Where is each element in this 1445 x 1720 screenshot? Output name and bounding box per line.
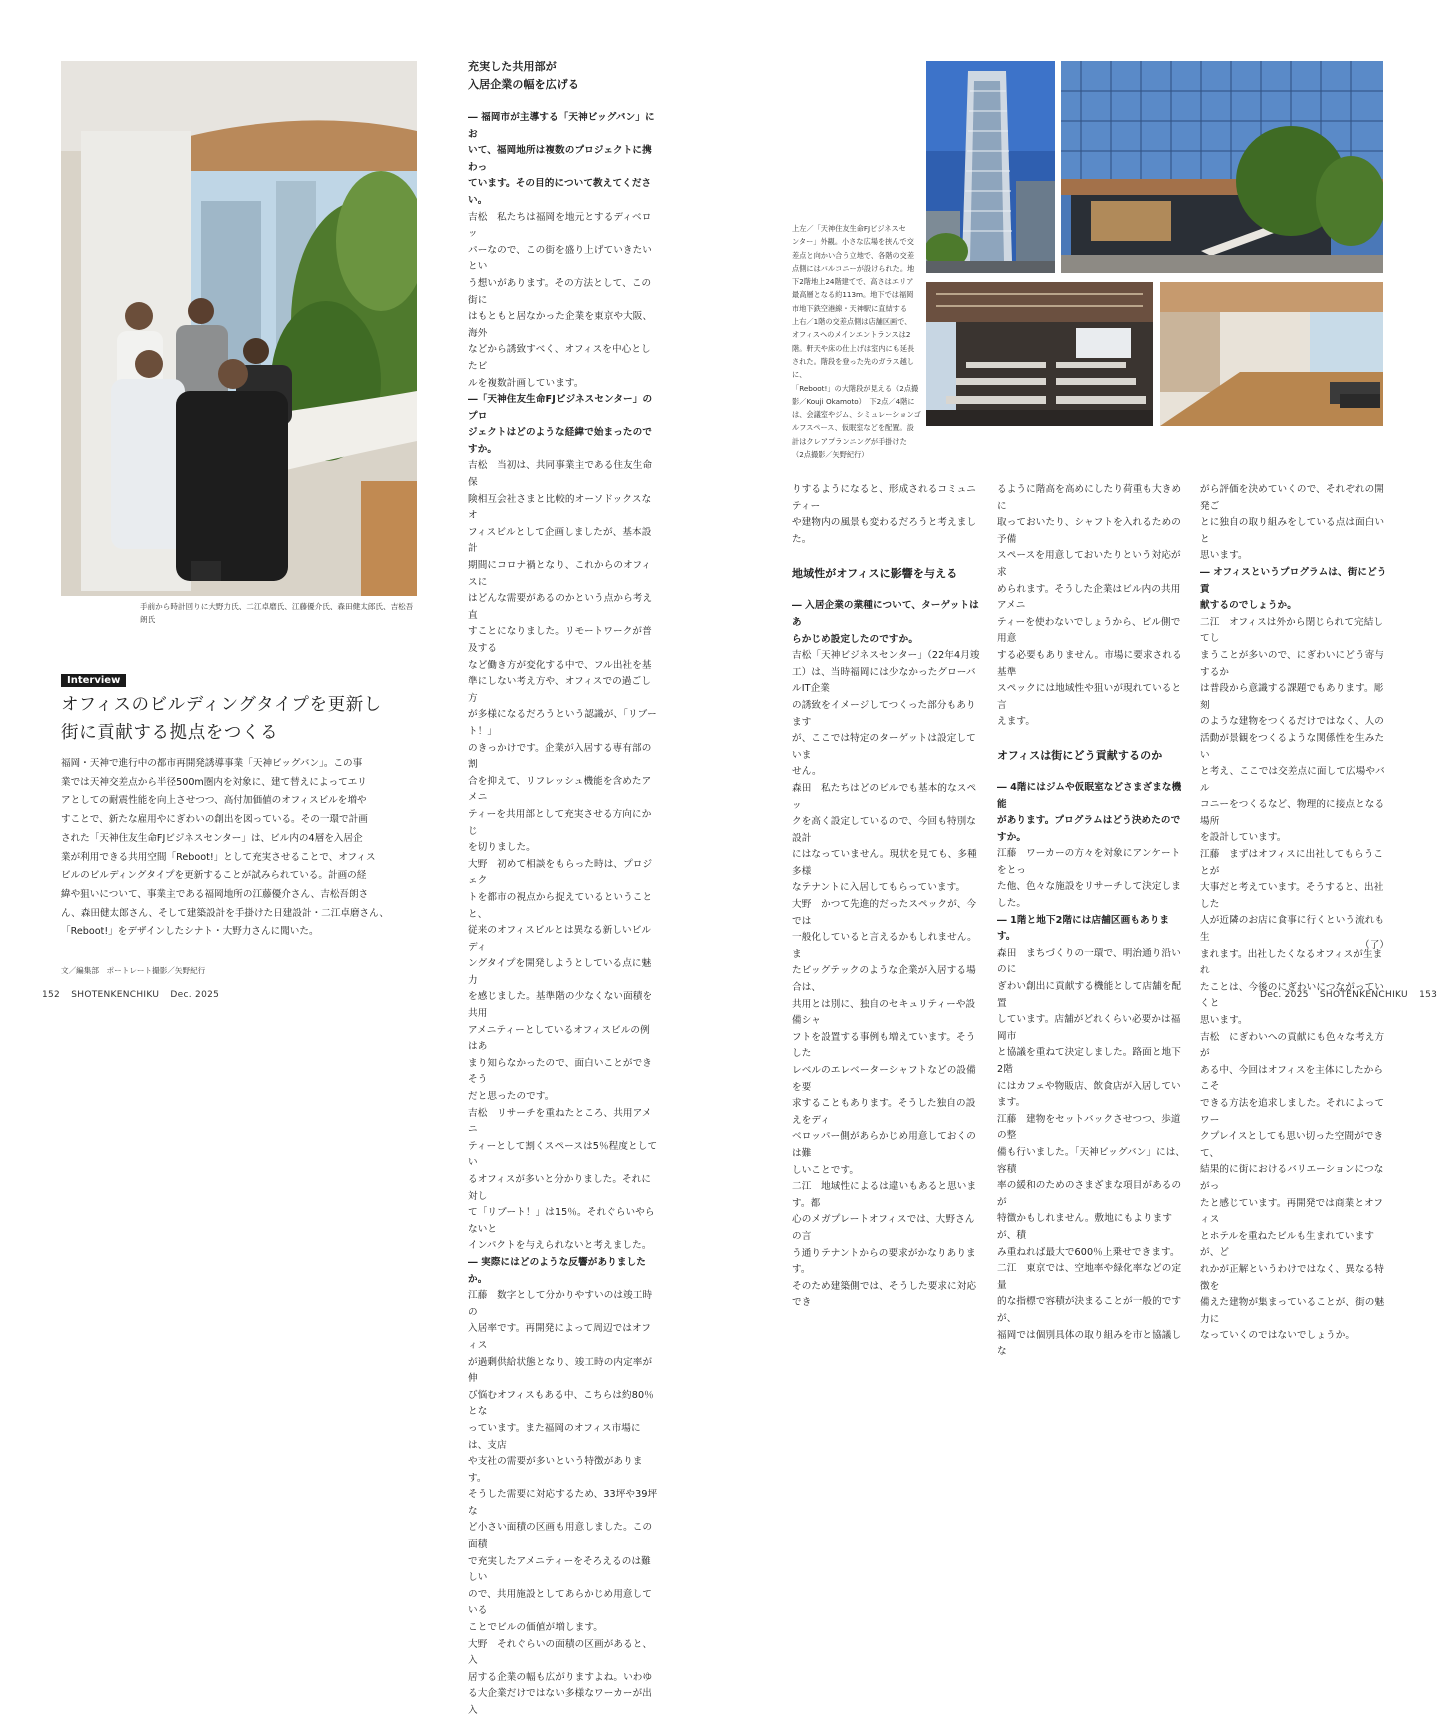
credit-line: 文／編集部 ポートレート撮影／矢野紀行 <box>61 966 206 975</box>
issue-date-right: Dec. 2025 <box>1260 990 1309 1000</box>
answer-eto-2: 江藤 ワーカーの方々を対象にアンケートをとっ た他、色々な施設をリサーチして決定しました。 <box>997 848 1181 910</box>
question-5: ― 4階にはジムや仮眠室などさまざまな機能 があります。プログラムはどう決めたのですか。 <box>997 781 1182 843</box>
magazine-name-left: SHOTENKENCHIKU <box>71 990 160 1000</box>
answer-morita-2: 森田 まちづくりの一環で、明治通り沿いのに ぎわい創出に貢献する機能として店舗を配置 しています。店舗がどれくらい必要かは福岡市 と協議を重ねて決定しました。路面と地下2階 にはカフェや物販店、飲食店が入居しています。 <box>997 947 1182 1109</box>
answer-yoshimatsu-2: 吉松 当初は、共同事業主である住友生命保 険相互会社さまと比較的オーソドックスなオ フィスビルとして企画しましたが、基本設計 期間にコロナ禍となり、これからのオフィスに はどんな需要があるのかという点から考え直 すことになりました。リモートワークが普及する など働き方が変化する中で、フル出社を基 準にしない考え方や、オフィスでの過ごし方 が多様になるだろうという認識が、「リブート！」 のきっかけです。企業が入居する専有部の割 合を抑えて、リフレッシュ機能を含めたアメニ ティーを共用部として充実させる方向にかじ を切りました。 <box>468 460 657 854</box>
question-1: ― 福岡市が主導する「天神ビッグバン」にお いて、福岡地所は複数のプロジェクトに携わっ ています。その目的について教えてください。 <box>468 112 655 206</box>
answer-eto-4: 江藤 まずはオフィスに出社してもらうことが 大事だと考えています。そうすると、出社した 人が近隣のお店に食事に行くという流れも生 まれます。出社したくなるオフィスが生まれ たことは、今後のにぎわいにつながっていくと 思います。 <box>1200 849 1385 1026</box>
magazine-name-right: SHOTENKENCHIKU <box>1319 990 1408 1000</box>
answer-ono-3: りするようになると、形成されるコミュニティー や建物内の風景も変わるだろうと考えました。 <box>792 484 977 545</box>
section-heading-shared-space: 充実した共用部が 入居企業の幅を広げる <box>468 60 579 91</box>
exterior-tower-photo <box>926 61 1055 273</box>
article-title: オフィスのビルディングタイプを更新し 街に貢献する拠点をつくる <box>61 695 382 743</box>
left-folio <box>42 990 219 1000</box>
interview-badge: Interview <box>61 674 126 687</box>
left-body-column <box>468 58 658 1720</box>
page-number-left: 152 <box>42 990 61 1000</box>
meeting-room-photo <box>926 282 1153 426</box>
question-7: ― オフィスというプログラムは、街にどう貢 献するのでしょうか。 <box>1200 566 1387 612</box>
question-6: ― 1階と地下2階には店舗区画もあります。 <box>997 914 1170 943</box>
right-body-column-2 <box>997 482 1187 1361</box>
answer-yoshimatsu-4: 吉松「天神ビジネスセンター」（22年4月竣 工）は、当時福岡には少なかったグローバルIT企業 の誘致をイメージしてつくった部分もあります が、ここでは特定のターゲットは設定していま せん。 <box>792 650 980 778</box>
answer-yoshimatsu-1: 吉松 私たちは福岡を地元とするディベロッ パーなので、この街を盛り上げていきたいとい う想いがあります。その方法として、この街に はもともと居なかった企業を東京や大阪、海外 などから誘致すべく、オフィスを中心としたビ ルを複数計画しています。 <box>468 211 653 389</box>
answer-yoshimatsu-5: 吉松 にぎわいへの貢献にも色々な考え方が ある中、今回はオフィスを主体にしたからこそ できる方法を追求しました。それによってワー クプレイスとしても思い切った空間ができて、 結果的に街におけるバリエーションにつながっ たと感じています。再開発では商業とオフィス とホテルを重ねたビルも生まれていますが、ど れかが正解というわけではなく、異なる特徴を 備えた建物が集まっていることが、街の魅力に なっていくのではないでしょうか。 <box>1200 1031 1385 1342</box>
portrait-photo <box>61 61 417 596</box>
answer-eto-3: 江藤 建物をセットバックさせつつ、歩道の整 備も行いました。「天神ビッグバン」には、容積 率の緩和のためのさまざまな項目があるのが 特徴かもしれません。敷地にもよりますが、積 み重ねれば最大で600％上乗せできます。 <box>997 1113 1186 1258</box>
right-folio <box>1260 990 1437 1000</box>
answer-nie-2: 二江 東京では、空地率や緑化率などの定量 的な指標で容積が決まることが一般的ですが、 福岡では個別具体の取り組みを市と協議しな <box>997 1263 1182 1358</box>
answer-yoshimatsu-3: 吉松 リサーチを重ねたところ、共用アメニ ティーとして割くスペースは5％程度としてい るオフィスが多いと分かりました。それに対し て「リブート！」は15％。それぐらいやらないと インパクトを与えられないと考えました。 <box>468 1107 658 1252</box>
section-heading-regionality: 地域性がオフィスに影響を与える <box>792 567 958 581</box>
gym-photo <box>1160 282 1383 426</box>
question-4: ― 入居企業の業種について、ターゲットはあ らかじめ設定したのですか。 <box>792 600 979 645</box>
answer-nie-1-cont: るように階高を高めにしたり荷重も大きめに 取っておいたり、シャフトを入れるための予備 スペースを用意しておいたりという対応が求 められます。そうした企業はビル内の共用アメニ ティーを使わないでしょうから、ビル側で用意 する必要もありません。市場に要求される基準 スペックには地域性や狙いが現れていると言 えます。 <box>997 484 1182 728</box>
article-lead: 福岡・天神で進行中の都市再開発誘導事業「天神ビッグバン」。この事 業では天神交差点から半径500m圏内を対象に、建て替えによってエリ アとしての耐震性能を向上させつつ、高付加価値のオフィスビルを増や すことで、新たな雇用やにぎわいの創出を図っている。その一環で計画 された「天神住友生命FJビジネスセンター」は、ビル内の4層を入居企 業が利用できる共用空間「Reboot!」として充実させることで、オフィス ビルのビルディングタイプを更新することが試みられている。計画の経 緯や狙いについて、事業主である福岡地所の江藤優介さん、吉松吾朗さ ん、森田健太郎さん、そして建築設計を手掛けた日建設計・二江卓磨さん、 「Reboot!」をデザインしたシナト・大野力さんに聞いた。 <box>61 758 389 938</box>
answer-ono-2: 大野 それぐらいの面積の区画があると、入 居する企業の幅も広がりますよね。いわゆ る大企業だけではない多様なワーカーが出入 <box>468 1638 653 1716</box>
issue-date-left: Dec. 2025 <box>170 990 220 1000</box>
answer-nie-1: 二江 地域性によるは違いもあると思います。都 心のメガプレートオフィスでは、大野さんの言 う通りテナントからの要求がかなりあります。 そのため建築側では、そうした要求に対応でき <box>792 1181 977 1309</box>
page-number-right: 153 <box>1419 990 1438 1000</box>
answer-nie-3: 二江 オフィスは外から閉じられて完結してし まうことが多いので、にぎわいにどう寄与するか は普段から意識する課題でもあります。彫刻 のような建物をつくるだけではなく、人の 活動が景観をつくるような関係性を生みたい と考え、ここでは交差点に面して広場やバル コニーをつくるなど、物理的に接点となる場所 を設計しています。 <box>1200 616 1385 844</box>
right-body-column-3 <box>1200 482 1390 1345</box>
building-photos-caption: 上左／「天神住友生命FJビジネスセ ンター」外観。小さな広場を挟んで交 差点と向かい合う立地で、各階の交差 点側にはバルコニーが設けられた。地 下2階地上24階建てで、高さはエリア 最高層となる約113m。地下では福岡 市地下鉄空港線・天神駅に直結する 上右／1階の交差点側は店舗区画で、 オフィスへのメインエントランスは2 階。軒天や床の仕上げは室内にも延長 された。階段を登った先のガラス越しに、 「Reboot!」の大階段が見える（2点撮 影／Kouji Okamoto） 下2点／4階に は、会議室やジム、シミュレーションゴ ルフスペース、仮眠室などを配置。設 計はクレアプランニングが手掛けた （2点撮影／矢野紀行） <box>792 224 921 460</box>
entrance-photo <box>1061 61 1383 273</box>
answer-eto-1: 江藤 数字として分かりやすいのは竣工時の 入居率です。再開発によって周辺ではオフィス が過剰供給状態となり、竣工時の内定率が伸 び悩むオフィスもある中、こちらは約80％とな っています。また福岡のオフィス市場には、支店 や支社の需要が多いという特徴があります。 そうした需要に対応するため、33坪や39坪な ど小さい面積の区画も用意しました。この面積 で充実したアメニティーをそろえるのは難しい ので、共用施設としてあらかじめ用意している ことでビルの価値が増します。 <box>468 1290 658 1634</box>
portrait-caption: 手前から時計回りに大野力氏、二江卓磨氏、江藤優介氏、森田健太郎氏、吉松吾朗氏 <box>140 602 414 625</box>
end-mark: （了） <box>1360 940 1390 951</box>
section-heading-city-contribution: オフィスは街にどう貢献するのか <box>997 748 1163 762</box>
right-body-column-1 <box>792 482 982 1312</box>
question-2: ―「天神住友生命FJビジネスセンター」のプロ ジェクトはどのような経緯で始まったのですか。 <box>468 394 653 455</box>
question-3: ― 実際にはどのような反響がありましたか。 <box>468 1256 646 1285</box>
answer-nie-2-cont: がら評価を決めていくので、それぞれの開発ご とに独自の取り組みをしている点は面白いと 思います。 <box>1200 484 1385 562</box>
answer-ono-1: 大野 初めて相談をもらった時は、プロジェク トを都市の視点から捉えているということと、 従来のオフィスビルとは異なる新しいビルディ ングタイプを開発しようとしている点に魅力 を感じました。基準階の少なくない面積を共用 アメニティーとしているオフィスビルの例はあ まり知らなかったので、面白いことができそう だと思ったのです。 <box>468 858 653 1103</box>
answer-ono-4: 大野 かつて先進的だったスペックが、今では 一般化していると言えるかもしれません。ま たビッグテックのような企業が入居する場合は、 共用とは別に、独自のセキュリティーや設備シャ フトを設置する事例も増えています。そうした レベルのエレベーターシャフトなどの設備を要 求することもあります。そうした独自の設えをディ ベロッパー側があらかじめ用意しておくのは難 しいことです。 <box>792 899 977 1176</box>
answer-morita-1: 森田 私たちはどのビルでも基本的なスペッ クを高く設定しているので、今回も特別な設計 にはなっていません。現状を見ても、多種多様 なテナントに入居してもらっています。 <box>792 782 977 894</box>
